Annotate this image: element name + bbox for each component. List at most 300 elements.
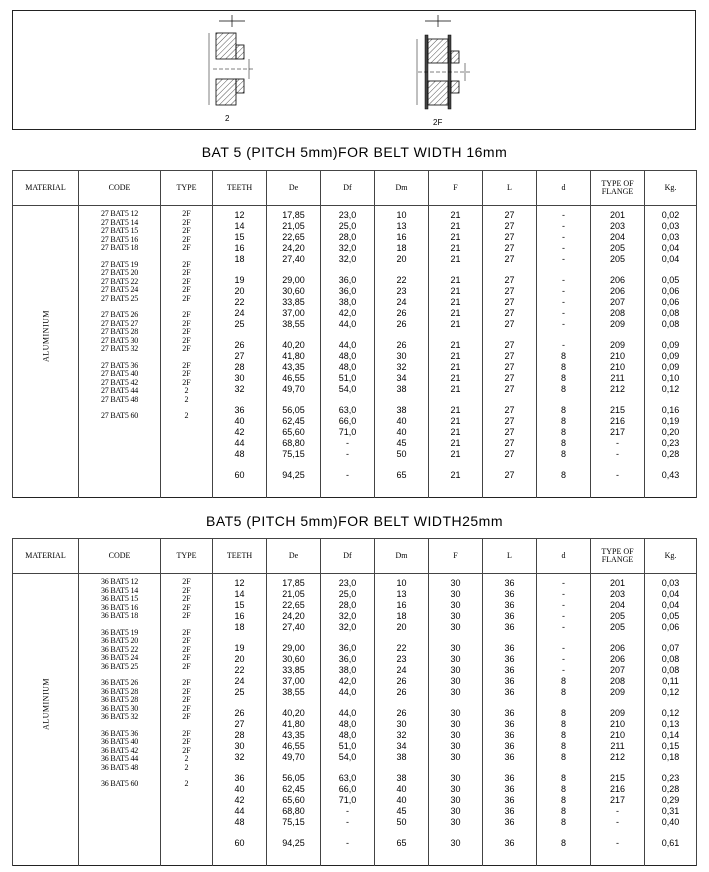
table-cell-value: 21 xyxy=(450,297,461,307)
group-gap xyxy=(429,330,482,340)
table-cell-value: 63,0 xyxy=(338,405,357,415)
table-cell-value: 27 xyxy=(504,427,515,437)
header-dm: Dm xyxy=(375,539,429,574)
table-cell-value: 210 xyxy=(609,362,626,372)
table-cell-value: 27 xyxy=(504,275,515,285)
table-cell-value: 30 xyxy=(396,351,407,361)
table-cell-value: 38,0 xyxy=(338,665,357,675)
table-cell-value: 8 xyxy=(560,351,566,361)
table-cell-value: 44,0 xyxy=(338,708,357,718)
table-cell-value: - xyxy=(346,449,349,459)
table-cell-value: 0,40 xyxy=(661,817,680,827)
table-cell-value: 8 xyxy=(560,719,566,729)
table-cell-value: 2F xyxy=(182,728,191,738)
table-cell-value: - xyxy=(562,643,565,653)
table-cell-value: 65,60 xyxy=(282,795,305,805)
group-gap xyxy=(429,763,482,773)
table-body-row xyxy=(13,574,697,866)
teeth-cell xyxy=(213,574,267,866)
table-cell-value: 209 xyxy=(609,708,626,718)
group-gap xyxy=(591,633,644,643)
table-cell-value: 2F xyxy=(182,678,191,687)
group-gap xyxy=(591,698,644,708)
group-gap xyxy=(645,330,696,340)
table-cell-value: 27 BAT5 14 xyxy=(100,217,139,227)
table-cell-value: 21 xyxy=(450,275,461,285)
table-cell-value: 10 xyxy=(396,210,407,220)
table-cell-value: 40 xyxy=(234,416,245,426)
table-cell-value: 216 xyxy=(609,416,626,426)
group-gap xyxy=(321,460,374,470)
table-cell-value: 27 BAT5 30 xyxy=(100,335,139,345)
header-teeth: TEETH xyxy=(213,171,267,206)
table-cell-value: 8 xyxy=(560,362,566,372)
table-cell-value: 8 xyxy=(560,752,566,762)
type-cell xyxy=(161,206,213,498)
table-cell-value: 30 xyxy=(450,622,461,632)
table-cell-value: 0,08 xyxy=(661,319,680,329)
table-cell-value: 21 xyxy=(450,340,461,350)
table-cell-value: 68,80 xyxy=(282,806,305,816)
table-cell-value: 2F xyxy=(182,703,191,713)
table-cell-value: 25,0 xyxy=(338,221,357,231)
table-cell-value: 14 xyxy=(234,589,245,599)
table-cell-value: 34 xyxy=(396,373,407,383)
table-cell-value: 32 xyxy=(234,752,245,762)
group-gap xyxy=(429,828,482,838)
table-cell-value: 8 xyxy=(560,405,566,415)
table-cell-value: 16 xyxy=(396,600,407,610)
table-cell-value: - xyxy=(562,221,565,231)
table-cell-value: 32 xyxy=(396,730,407,740)
table-cell-value: 17,85 xyxy=(282,578,305,588)
table-cell-value: 206 xyxy=(609,286,626,296)
table-cell-value: 0,09 xyxy=(661,351,680,361)
table-cell-value: 0,16 xyxy=(661,405,680,415)
table-cell-value: 36 BAT5 42 xyxy=(100,745,139,755)
group-gap xyxy=(321,633,374,643)
group-gap xyxy=(591,330,644,340)
table-cell-value: - xyxy=(562,297,565,307)
table-cell-value: 205 xyxy=(609,611,626,621)
table-cell-value: 0,23 xyxy=(661,773,680,783)
table-cell-value: 21 xyxy=(450,362,461,372)
group-gap xyxy=(213,763,266,773)
group-gap xyxy=(375,330,428,340)
table-cell-value: 30 xyxy=(450,654,461,664)
table-cell-value: 37,00 xyxy=(282,676,305,686)
table-cell-value: 26 xyxy=(396,340,407,350)
table-cell-value: 210 xyxy=(609,719,626,729)
group-gap xyxy=(591,395,644,405)
group-gap xyxy=(267,763,320,773)
table-cell-value: 32,0 xyxy=(338,622,357,632)
table-cell-value: 62,45 xyxy=(282,416,305,426)
table-cell-value: 0,09 xyxy=(661,340,680,350)
table-cell-value: 2F xyxy=(182,686,191,696)
table-cell-value: 2F xyxy=(182,285,191,294)
table-cell-value: 2F xyxy=(182,217,191,227)
table-cell-value: 0,03 xyxy=(661,221,680,231)
table-cell-value: 21 xyxy=(450,254,461,264)
table-cell-value: 0,08 xyxy=(661,654,680,664)
table-cell-value: 36 BAT5 26 xyxy=(100,678,139,687)
table-cell-value: 27 BAT5 26 xyxy=(100,310,139,319)
table-cell-value: 30 xyxy=(450,773,461,783)
table-cell-value: 26 xyxy=(234,340,245,350)
group-gap xyxy=(267,395,320,405)
group-gap xyxy=(213,395,266,405)
table-cell-value: - xyxy=(562,665,565,675)
table-cell-value: 203 xyxy=(609,221,626,231)
group-gap xyxy=(429,633,482,643)
table-cell-value: 26 xyxy=(396,687,407,697)
group-gap xyxy=(429,395,482,405)
table-cell-value: - xyxy=(562,654,565,664)
table-cell-value: 217 xyxy=(609,795,626,805)
table-cell-value: 27 BAT5 24 xyxy=(100,285,139,294)
table-cell-value: 50 xyxy=(396,449,407,459)
table-cell-value: 2F xyxy=(182,611,191,620)
table-cell-value: 26 xyxy=(396,319,407,329)
table-cell-value: 48 xyxy=(234,817,245,827)
table-cell-value: 34 xyxy=(396,741,407,751)
group-gap xyxy=(375,763,428,773)
table-cell-value: 27 xyxy=(504,221,515,231)
table-cell-value: 14 xyxy=(234,221,245,231)
table-cell-value: 32,0 xyxy=(338,254,357,264)
table-cell-value: 27 BAT5 28 xyxy=(100,327,139,336)
table-cell-value: 0,04 xyxy=(661,254,680,264)
table-cell-value: 0,04 xyxy=(661,600,680,610)
table-cell-value: - xyxy=(616,817,619,827)
table-cell-value: 20 xyxy=(234,654,245,664)
table-cell-value: 71,0 xyxy=(338,795,357,805)
group-gap xyxy=(375,265,428,275)
table-cell-value: 21 xyxy=(450,470,461,480)
table-cell-value: 27 BAT5 16 xyxy=(100,234,139,244)
table-cell-value: 21,05 xyxy=(282,589,305,599)
table-cell-value: 36 xyxy=(504,741,515,751)
table-cell-value: 24 xyxy=(234,676,245,686)
table-cell-value: 27 xyxy=(504,319,515,329)
table-cell-value: 2F xyxy=(182,344,191,353)
table-cell-value: 36 xyxy=(504,795,515,805)
table-cell-value: 42 xyxy=(234,795,245,805)
table-cell-value: 30 xyxy=(450,611,461,621)
flange-cell xyxy=(591,574,645,866)
group-gap xyxy=(321,330,374,340)
table-cell-value: 0,07 xyxy=(661,643,680,653)
table-cell-value: 36 BAT5 18 xyxy=(100,611,139,620)
table-cell-value: 16 xyxy=(234,243,245,253)
table-cell-value: 40 xyxy=(234,784,245,794)
table-cell-value: 27 BAT5 60 xyxy=(100,411,139,420)
table-cell-value: 43,35 xyxy=(282,362,305,372)
group-gap xyxy=(213,330,266,340)
table-cell-value: 66,0 xyxy=(338,416,357,426)
table-cell-value: 8 xyxy=(560,838,566,848)
group-gap xyxy=(429,265,482,275)
table-cell-value: 21 xyxy=(450,351,461,361)
header-df: Df xyxy=(321,171,375,206)
group-gap xyxy=(213,633,266,643)
group-gap xyxy=(267,265,320,275)
table-cell-value: 28 xyxy=(234,362,245,372)
table-cell-value: 62,45 xyxy=(282,784,305,794)
table-cell-value: 0,06 xyxy=(661,622,680,632)
group-gap xyxy=(645,763,696,773)
table-cell-value: 40 xyxy=(396,784,407,794)
table-cell-value: 41,80 xyxy=(282,719,305,729)
diagram-label-type-2: 2 xyxy=(225,114,230,123)
table-cell-value: - xyxy=(562,600,565,610)
table-cell-value: 209 xyxy=(609,340,626,350)
table-cell-value: 27 xyxy=(504,243,515,253)
table-cell-value: 44,0 xyxy=(338,687,357,697)
table-cell-value: 75,15 xyxy=(282,449,305,459)
table-cell-value: 27 BAT5 15 xyxy=(100,226,139,235)
table-cell-value: 36,0 xyxy=(338,286,357,296)
group-gap xyxy=(483,460,536,470)
table-cell-value: 15 xyxy=(234,232,245,242)
table-cell-value: 8 xyxy=(560,427,566,437)
pulley-type-2-drawing xyxy=(209,15,253,105)
table-cell-value: 33,85 xyxy=(282,297,305,307)
table-cell-value: 50 xyxy=(396,817,407,827)
table-cell-value: 13 xyxy=(396,221,407,231)
table-cell-value: 36 xyxy=(504,589,515,599)
table-cell-value: 30,60 xyxy=(282,286,305,296)
table-cell-value: 8 xyxy=(560,741,566,751)
header-flange: TYPE OF FLANGE xyxy=(591,539,645,574)
table-cell-value: 2F xyxy=(182,577,191,586)
header-kg: Kg. xyxy=(645,539,697,574)
table-cell-value: 8 xyxy=(560,795,566,805)
table-cell-value: 27 xyxy=(504,384,515,394)
table-cell-value: 68,80 xyxy=(282,438,305,448)
table-cell-value: 211 xyxy=(610,373,625,383)
table-cell-value: 36 BAT5 32 xyxy=(100,712,139,721)
table-cell-value: 45 xyxy=(396,438,407,448)
table-cell-value: 0,05 xyxy=(661,275,680,285)
table-cell-value: 16 xyxy=(396,232,407,242)
table-header-row xyxy=(13,171,697,206)
table-cell-value: 56,05 xyxy=(282,405,305,415)
table-cell-value: 30 xyxy=(450,741,461,751)
table-cell-value: 27 xyxy=(504,254,515,264)
table-cell-value: 27 BAT5 12 xyxy=(100,209,139,218)
table-cell-value: 36 xyxy=(504,708,515,718)
table-cell-value: 27 BAT5 42 xyxy=(100,377,139,387)
table-cell-value: 19 xyxy=(234,643,245,653)
table-cell-value: 21 xyxy=(450,384,461,394)
table-cell-value: 27 BAT5 25 xyxy=(100,293,139,303)
table-cell-value: 94,25 xyxy=(282,470,305,480)
table-cell-value: 206 xyxy=(609,275,626,285)
group-gap xyxy=(429,698,482,708)
kg-cell xyxy=(645,574,697,866)
code-cell xyxy=(79,206,161,498)
table-cell-value: 30 xyxy=(450,806,461,816)
table-cell-value: 48,0 xyxy=(338,730,357,740)
table-cell-value: 2F xyxy=(182,234,191,244)
table-cell-value: - xyxy=(346,806,349,816)
table-cell-value: 49,70 xyxy=(282,384,305,394)
table-cell-value: 51,0 xyxy=(338,373,357,383)
table-cell-value: 0,04 xyxy=(661,243,680,253)
table-cell-value: 2 xyxy=(184,762,189,772)
table-cell-value: 30 xyxy=(234,741,245,751)
group-gap xyxy=(483,265,536,275)
table-cell-value: 20 xyxy=(396,622,407,632)
table-cell-value: 215 xyxy=(609,405,626,415)
table-cell-value: 25,0 xyxy=(338,589,357,599)
table-cell-value: 43,35 xyxy=(282,730,305,740)
table-cell-value: 36 BAT5 20 xyxy=(100,636,139,645)
table-cell-value: 0,28 xyxy=(661,784,680,794)
table-cell-value: 206 xyxy=(609,654,626,664)
table-cell-value: 27 BAT5 48 xyxy=(100,394,139,404)
kg-cell xyxy=(645,206,697,498)
table-cell-value: 0,11 xyxy=(662,676,679,686)
table-cell-value: 24,20 xyxy=(282,611,305,621)
group-gap xyxy=(321,828,374,838)
group-gap xyxy=(267,698,320,708)
table-cell-value: 30 xyxy=(450,708,461,718)
table-cell-value: 36 xyxy=(504,719,515,729)
table-cell-value: 36 xyxy=(504,687,515,697)
table-cell-value: 30 xyxy=(450,795,461,805)
table-cell-value: 27 xyxy=(504,416,515,426)
table-cell-value: 21 xyxy=(450,373,461,383)
group-gap xyxy=(483,828,536,838)
table-cell-value: 48,0 xyxy=(338,719,357,729)
table-cell-value: 24,20 xyxy=(282,243,305,253)
header-type: TYPE xyxy=(161,539,213,574)
table-cell-value: 63,0 xyxy=(338,773,357,783)
table-cell-value: 2F xyxy=(182,745,191,755)
l-cell xyxy=(483,206,537,498)
table-cell-value: 33,85 xyxy=(282,665,305,675)
table-cell-value: 36 xyxy=(504,752,515,762)
table-cell-value: - xyxy=(562,210,565,220)
table-cell-value: 20 xyxy=(396,254,407,264)
table-cell-value: - xyxy=(562,243,565,253)
df-cell xyxy=(321,206,375,498)
table-cell-value: 26 xyxy=(396,708,407,718)
table-cell-value: 21 xyxy=(450,405,461,415)
table-cell-value: 27 BAT5 18 xyxy=(100,243,139,252)
table-cell-value: 36 xyxy=(504,611,515,621)
table-cell-value: 21,05 xyxy=(282,221,305,231)
dm-cell xyxy=(375,574,429,866)
table-cell-value: - xyxy=(346,838,349,848)
pulley-diagram-panel xyxy=(12,10,696,130)
table-cell-value: 27 xyxy=(504,405,515,415)
de-cell xyxy=(267,206,321,498)
table-cell-value: 8 xyxy=(560,438,566,448)
table-cell-value: 21 xyxy=(450,243,461,253)
table-cell-value: 0,03 xyxy=(661,578,680,588)
table-cell-value: 2F xyxy=(182,310,191,319)
table-cell-value: 8 xyxy=(560,687,566,697)
table-cell-value: 0,06 xyxy=(661,286,680,296)
pulley-type-2f-drawing xyxy=(417,15,471,109)
table-cell-value: 10 xyxy=(396,578,407,588)
table-cell-value: 22 xyxy=(234,665,245,675)
header-kg: Kg. xyxy=(645,171,697,206)
group-gap xyxy=(645,828,696,838)
table-cell-value: 36 xyxy=(504,806,515,816)
table-cell-value: 36 BAT5 12 xyxy=(100,577,139,586)
table-cell-value: 21 xyxy=(450,438,461,448)
table-cell-value: 36 xyxy=(504,578,515,588)
type-cell xyxy=(161,574,213,866)
group-gap xyxy=(267,828,320,838)
table-cell-value: 36 BAT5 25 xyxy=(100,661,139,671)
table-cell-value: 2F xyxy=(182,335,191,345)
table-cell-value: 0,09 xyxy=(661,362,680,372)
table-cell-value: 26 xyxy=(396,676,407,686)
table-cell-value: 22 xyxy=(396,275,407,285)
table-cell-value: 38 xyxy=(396,752,407,762)
table-cell-value: 2F xyxy=(182,226,191,235)
table-cell-value: 24 xyxy=(234,308,245,318)
header-code: CODE xyxy=(79,171,161,206)
table-cell-value: 210 xyxy=(609,351,626,361)
table-cell-value: 18 xyxy=(396,611,407,621)
table-cell-value: - xyxy=(562,232,565,242)
table-cell-value: 30 xyxy=(450,730,461,740)
header-d: d xyxy=(537,539,591,574)
table-cell-value: 0,61 xyxy=(661,838,680,848)
table-cell-value: 27 BAT5 27 xyxy=(100,318,139,328)
header-code: CODE xyxy=(79,539,161,574)
table-cell-value: 2F xyxy=(182,327,191,336)
table-cell-value: 0,12 xyxy=(661,708,680,718)
table-cell-value: 0,29 xyxy=(661,795,680,805)
d-cell xyxy=(537,574,591,866)
table-cell-value: 27,40 xyxy=(282,622,305,632)
table-cell-value: 27 BAT5 19 xyxy=(100,259,139,269)
table-cell-value: 212 xyxy=(609,752,626,762)
table-cell-value: 0,12 xyxy=(661,687,680,697)
table-cell-value: 2 xyxy=(184,386,189,395)
group-gap xyxy=(537,828,590,838)
table-cell-value: - xyxy=(346,438,349,448)
group-gap xyxy=(483,698,536,708)
table-cell-value: 206 xyxy=(609,643,626,653)
table-cell-value: 21 xyxy=(450,286,461,296)
table-cell-value: 20 xyxy=(234,286,245,296)
table-cell-value: 27 xyxy=(504,286,515,296)
table-cell-value: 36 BAT5 30 xyxy=(100,703,139,713)
table-cell-value: 38,55 xyxy=(282,687,305,697)
group-gap xyxy=(645,698,696,708)
table-cell-value: 0,08 xyxy=(661,308,680,318)
table-cell-value: 36 BAT5 48 xyxy=(100,762,139,772)
table-cell-value: 36 BAT5 24 xyxy=(100,653,139,662)
group-gap xyxy=(537,330,590,340)
table-cell-value: 203 xyxy=(609,589,626,599)
group-gap xyxy=(267,330,320,340)
table-cell-value: 18 xyxy=(234,254,245,264)
table-cell-value: 36 xyxy=(504,654,515,664)
table-cell-value: 0,14 xyxy=(661,730,680,740)
table-cell-value: 0,04 xyxy=(661,589,680,599)
table-cell-value: 36,0 xyxy=(338,643,357,653)
